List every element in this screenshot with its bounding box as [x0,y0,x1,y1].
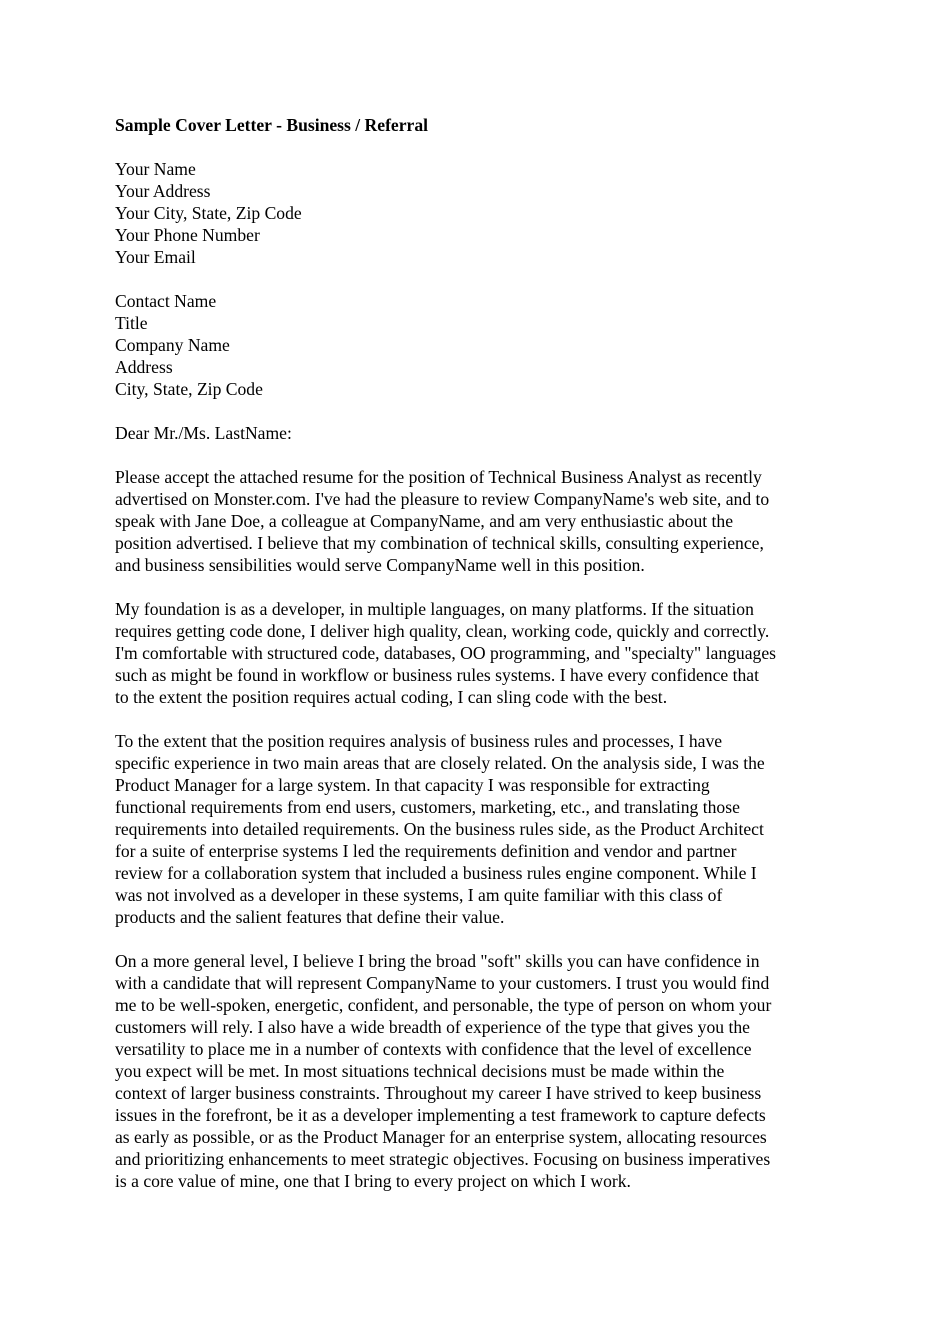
paragraph-developer-foundation [115,598,845,708]
paragraph-line: context of larger business constraints. Throughout my career I have strived to keep business [115,1083,762,1103]
paragraph-business-analysis [115,730,845,928]
paragraph-line: me to be well-spoken, energetic, confident, and personable, the type of person on whom your [115,995,772,1015]
paragraph-line: with a candidate that will represent CompanyName to your customers. I trust you would find [115,973,770,993]
paragraph-line: issues in the forefront, be it as a developer implementing a test framework to capture defects [115,1105,766,1125]
paragraph-line: is a core value of mine, one that I bring to every project on which I work. [115,1171,631,1191]
sender-address: Your Address [115,181,211,201]
sender-city-state-zip: Your City, State, Zip Code [115,203,302,223]
sender-email: Your Email [115,247,196,267]
recipient-address: Address [115,357,173,377]
sender-address-block [115,158,845,268]
paragraph-line: to the extent the position requires actual coding, I can sling code with the best. [115,687,668,707]
paragraph-line: versatility to place me in a number of contexts with confidence that the level of excellence [115,1039,752,1059]
recipient-title: Title [115,313,148,333]
recipient-contact-name: Contact Name [115,291,217,311]
paragraph-line: advertised on Monster.com. I've had the pleasure to review CompanyName's web site, and to [115,489,770,509]
sender-name: Your Name [115,159,196,179]
document-title: Sample Cover Letter - Business / Referral [115,115,429,135]
cover-letter [115,114,845,1214]
paragraph-line: specific experience in two main areas that are closely related. On the analysis side, I was the [115,753,765,773]
paragraph-line: review for a collaboration system that included a business rules engine component. While I [115,863,757,883]
paragraph-line: you expect will be met. In most situations technical decisions must be made within the [115,1061,725,1081]
paragraph-line: and prioritizing enhancements to meet strategic objectives. Focusing on business imperatives [115,1149,771,1169]
salutation: Dear Mr./Ms. LastName: [115,423,292,443]
recipient-company-name: Company Name [115,335,230,355]
recipient-address-block [115,290,845,400]
paragraph-line: I'm comfortable with structured code, databases, OO programming, and "specialty" languages [115,643,776,663]
paragraph-introduction [115,466,845,576]
paragraph-line: for a suite of enterprise systems I led the requirements definition and vendor and partner [115,841,737,861]
paragraph-line: My foundation is as a developer, in multiple languages, on many platforms. If the situation [115,599,754,619]
paragraph-line: Product Manager for a large system. In that capacity I was responsible for extracting [115,775,710,795]
paragraph-line: speak with Jane Doe, a colleague at CompanyName, and am very enthusiastic about the [115,511,734,531]
sender-phone: Your Phone Number [115,225,260,245]
paragraph-line: customers will rely. I also have a wide breadth of experience of the type that gives you the [115,1017,750,1037]
paragraph-line: products and the salient features that define their value. [115,907,505,927]
paragraph-soft-skills [115,950,845,1192]
paragraph-line: requirements into detailed requirements. On the business rules side, as the Product Architect [115,819,764,839]
paragraph-line: Please accept the attached resume for the position of Technical Business Analyst as recently [115,467,762,487]
paragraph-line: On a more general level, I believe I bring the broad "soft" skills you can have confidence in [115,951,760,971]
paragraph-line: and business sensibilities would serve CompanyName well in this position. [115,555,645,575]
paragraph-line: To the extent that the position requires analysis of business rules and processes, I have [115,731,723,751]
paragraph-line: functional requirements from end users, customers, marketing, etc., and translating those [115,797,740,817]
paragraph-line: was not involved as a developer in these systems, I am quite familiar with this class of [115,885,723,905]
paragraph-line: position advertised. I believe that my combination of technical skills, consulting experience, [115,533,764,553]
paragraph-line: such as might be found in workflow or business rules systems. I have every confidence that [115,665,759,685]
paragraph-line: as early as possible, or as the Product Manager for an enterprise system, allocating resources [115,1127,767,1147]
paragraph-line: requires getting code done, I deliver high quality, clean, working code, quickly and correctly. [115,621,770,641]
recipient-city-state-zip: City, State, Zip Code [115,379,263,399]
